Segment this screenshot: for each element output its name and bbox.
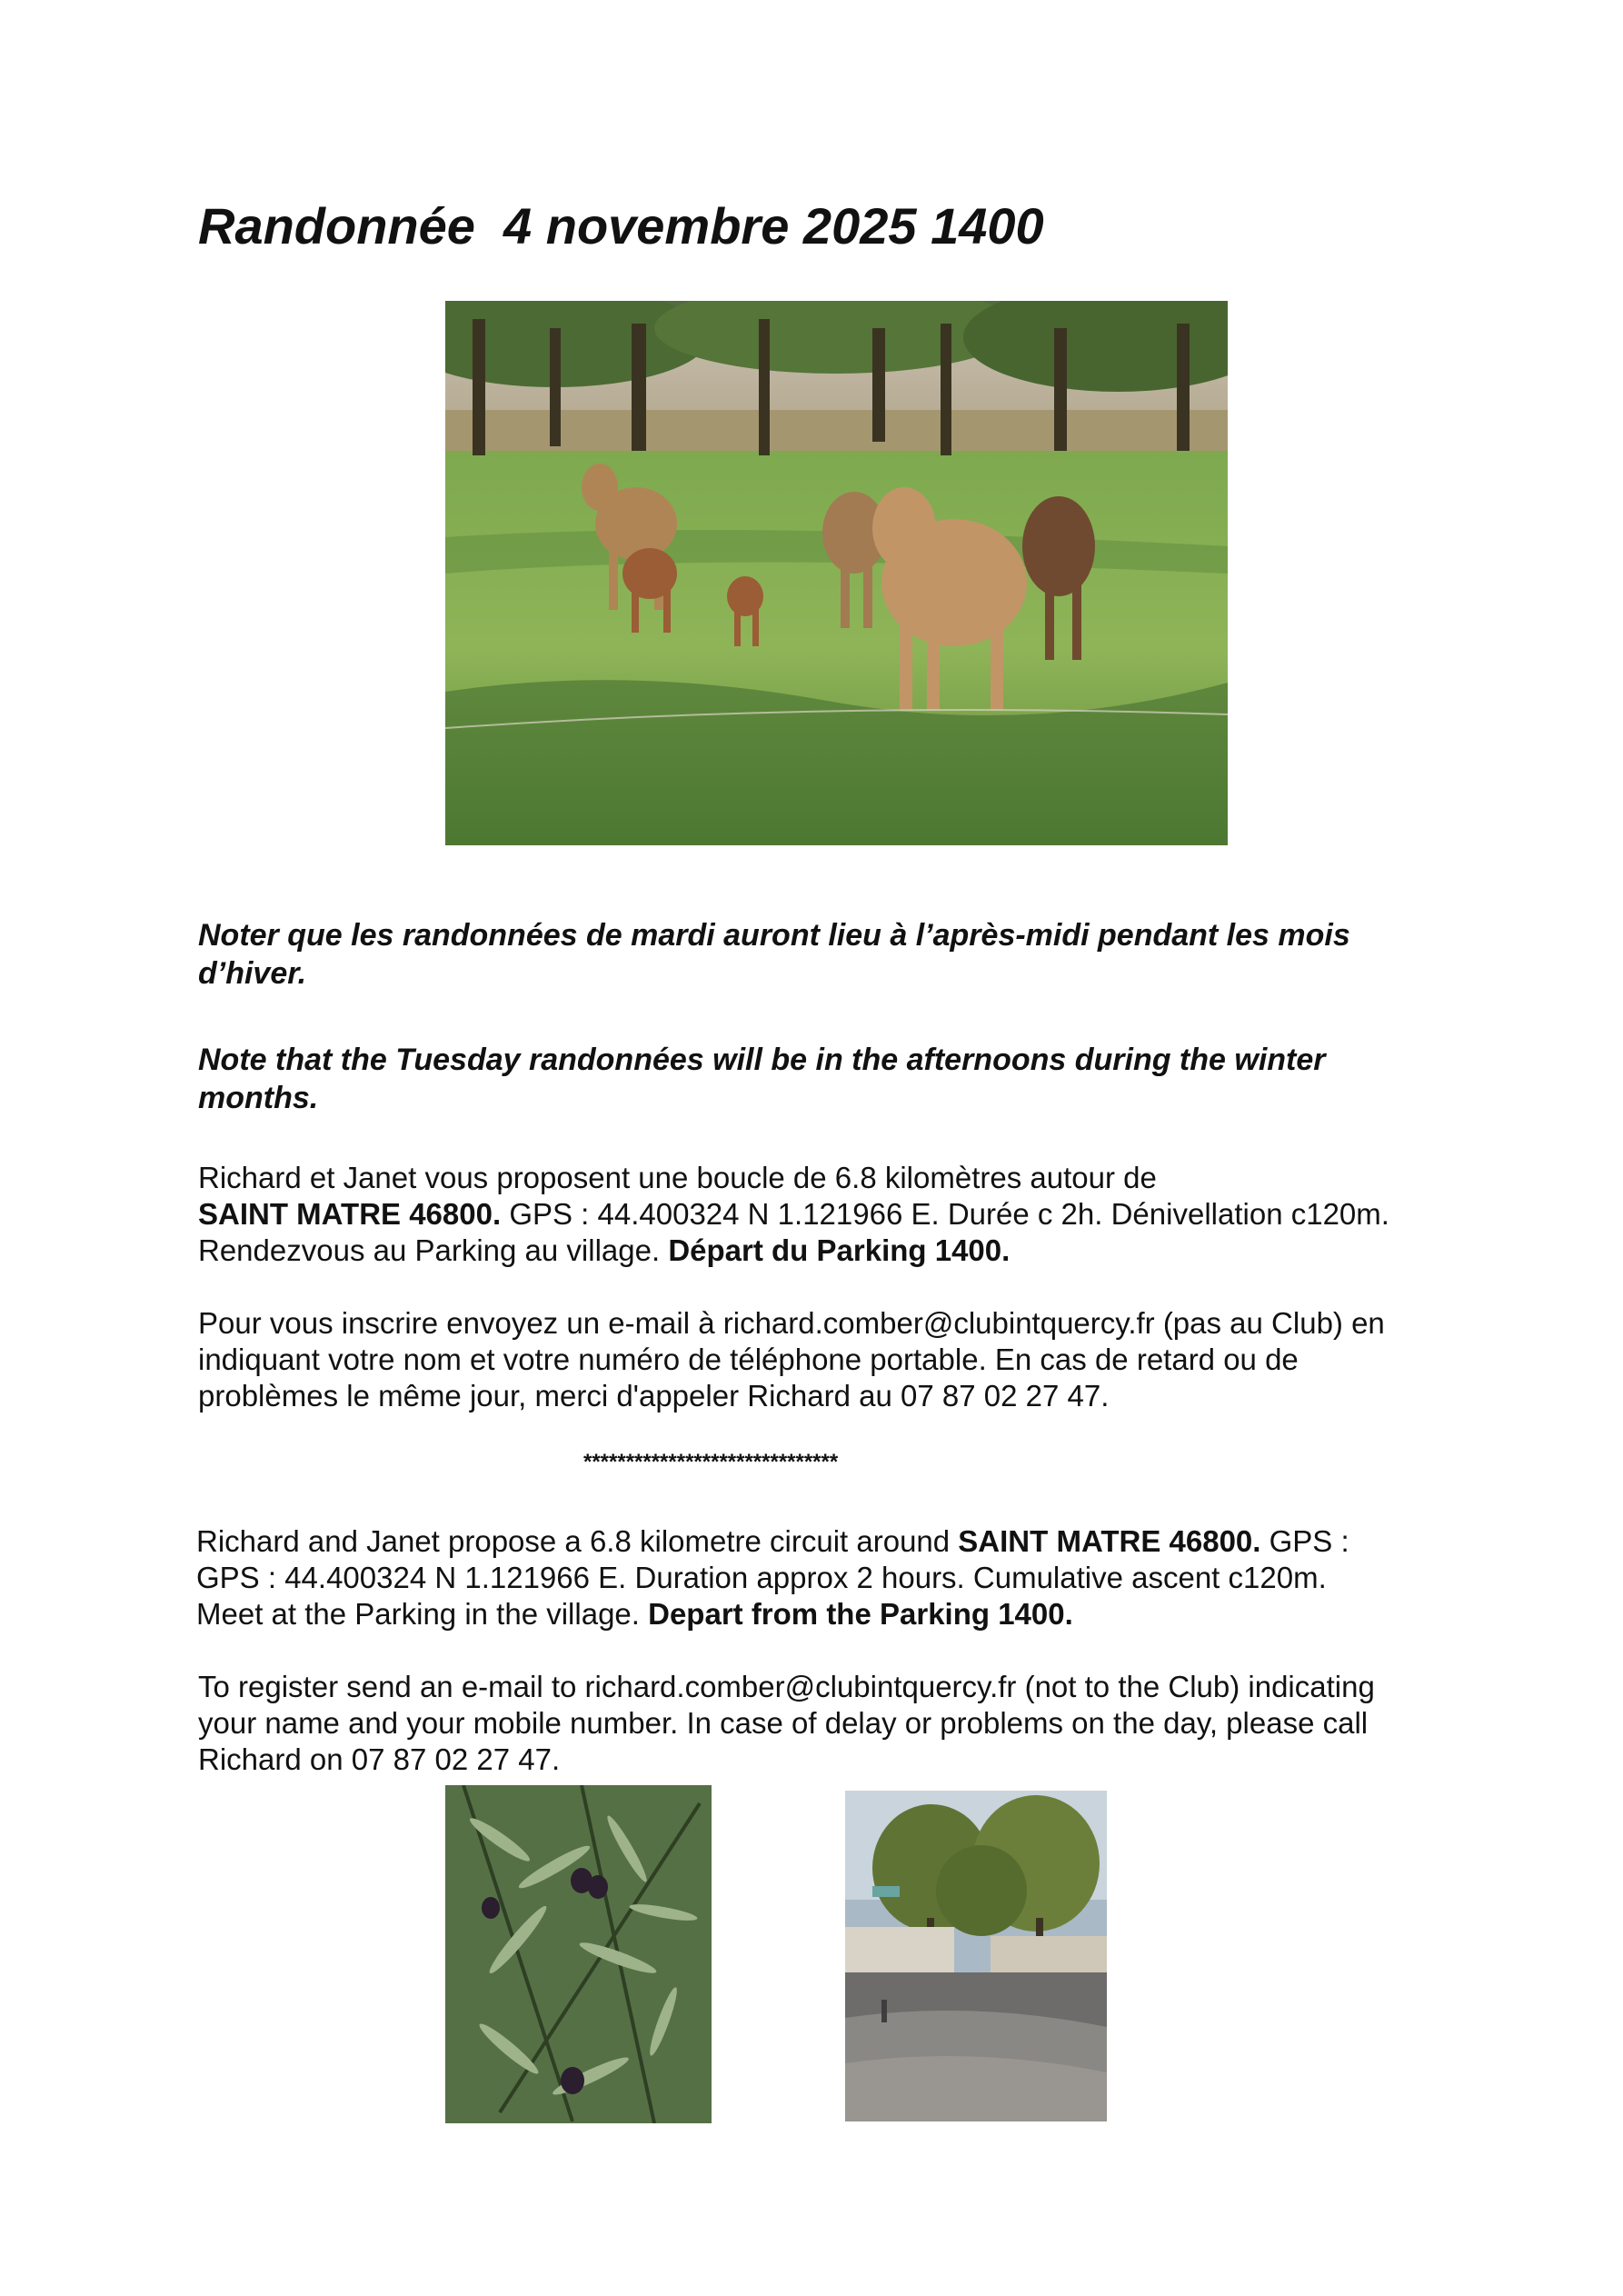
french-details-line-2 xyxy=(198,1196,1389,1233)
winter-notice-english-line-1: Note that the Tuesday randonnées will be in the afternoons during the winter xyxy=(198,1043,1326,1077)
english-hike-details xyxy=(196,1523,1349,1632)
winter-notice-french-line-2: d’hiver. xyxy=(198,956,307,991)
french-meeting-point: Rendezvous au Parking au village. xyxy=(198,1233,669,1267)
village-square-photo xyxy=(845,1791,1107,2121)
french-departure: Départ du Parking 1400. xyxy=(668,1233,1011,1267)
french-place-name: SAINT MATRE 46800. xyxy=(198,1197,502,1231)
french-gps-duration: GPS : 44.400324 N 1.121966 E. Durée c 2h. Dénivellation c120m. xyxy=(501,1197,1389,1231)
english-details-line-2: GPS : 44.400324 N 1.121966 E. Duration approx 2 hours. Cumulative ascent c120m. xyxy=(196,1561,1327,1594)
english-registration-line-1: To register send an e-mail to richard.comber@clubintquercy.fr (not to the Club) indicating xyxy=(198,1670,1375,1703)
english-departure: Depart from the Parking 1400. xyxy=(648,1597,1073,1631)
english-registration-line-2: your name and your mobile number. In case of delay or problems on the day, please call xyxy=(198,1706,1369,1740)
winter-notice-english-line-2: months. xyxy=(198,1081,319,1115)
french-registration-line-2: indiquant votre nom et votre numéro de téléphone portable. En cas de retard ou de xyxy=(198,1343,1299,1376)
olive-branch-photo xyxy=(445,1785,712,2123)
cows-in-pasture-photo xyxy=(445,301,1228,845)
french-registration-line-1: Pour vous inscrire envoyez un e-mail à richard.comber@clubintquercy.fr (pas au Club) en xyxy=(198,1306,1385,1340)
french-details-line-3 xyxy=(198,1233,1389,1269)
winter-notice-french-line-1: Noter que les randonnées de mardi auront lieu à l’après-midi pendant les mois xyxy=(198,918,1350,953)
french-registration-line-3: problèmes le même jour, merci d'appeler Richard au 07 87 02 27 47. xyxy=(198,1379,1110,1413)
page-title: Randonnée 4 novembre 2025 1400 xyxy=(198,197,1044,255)
english-registration-line-3: Richard on 07 87 02 27 47. xyxy=(198,1742,561,1776)
winter-notice-english xyxy=(198,1041,1326,1117)
french-details-line-1: Richard et Janet vous proposent une boucle de 6.8 kilomètres autour de xyxy=(198,1161,1157,1194)
english-details-line-1 xyxy=(196,1523,1349,1560)
english-intro: Richard and Janet propose a 6.8 kilometre circuit around xyxy=(196,1524,959,1558)
english-details-line-3 xyxy=(196,1596,1349,1632)
english-meeting-point: Meet at the Parking in the village. xyxy=(196,1597,649,1631)
winter-notice-french xyxy=(198,916,1350,993)
english-gps-label: GPS : xyxy=(1260,1524,1349,1558)
french-registration xyxy=(198,1305,1385,1414)
section-separator: ****************************** xyxy=(583,1450,839,1474)
english-place-name: SAINT MATRE 46800. xyxy=(958,1524,1261,1558)
french-hike-details xyxy=(198,1160,1389,1269)
english-registration xyxy=(198,1669,1375,1778)
